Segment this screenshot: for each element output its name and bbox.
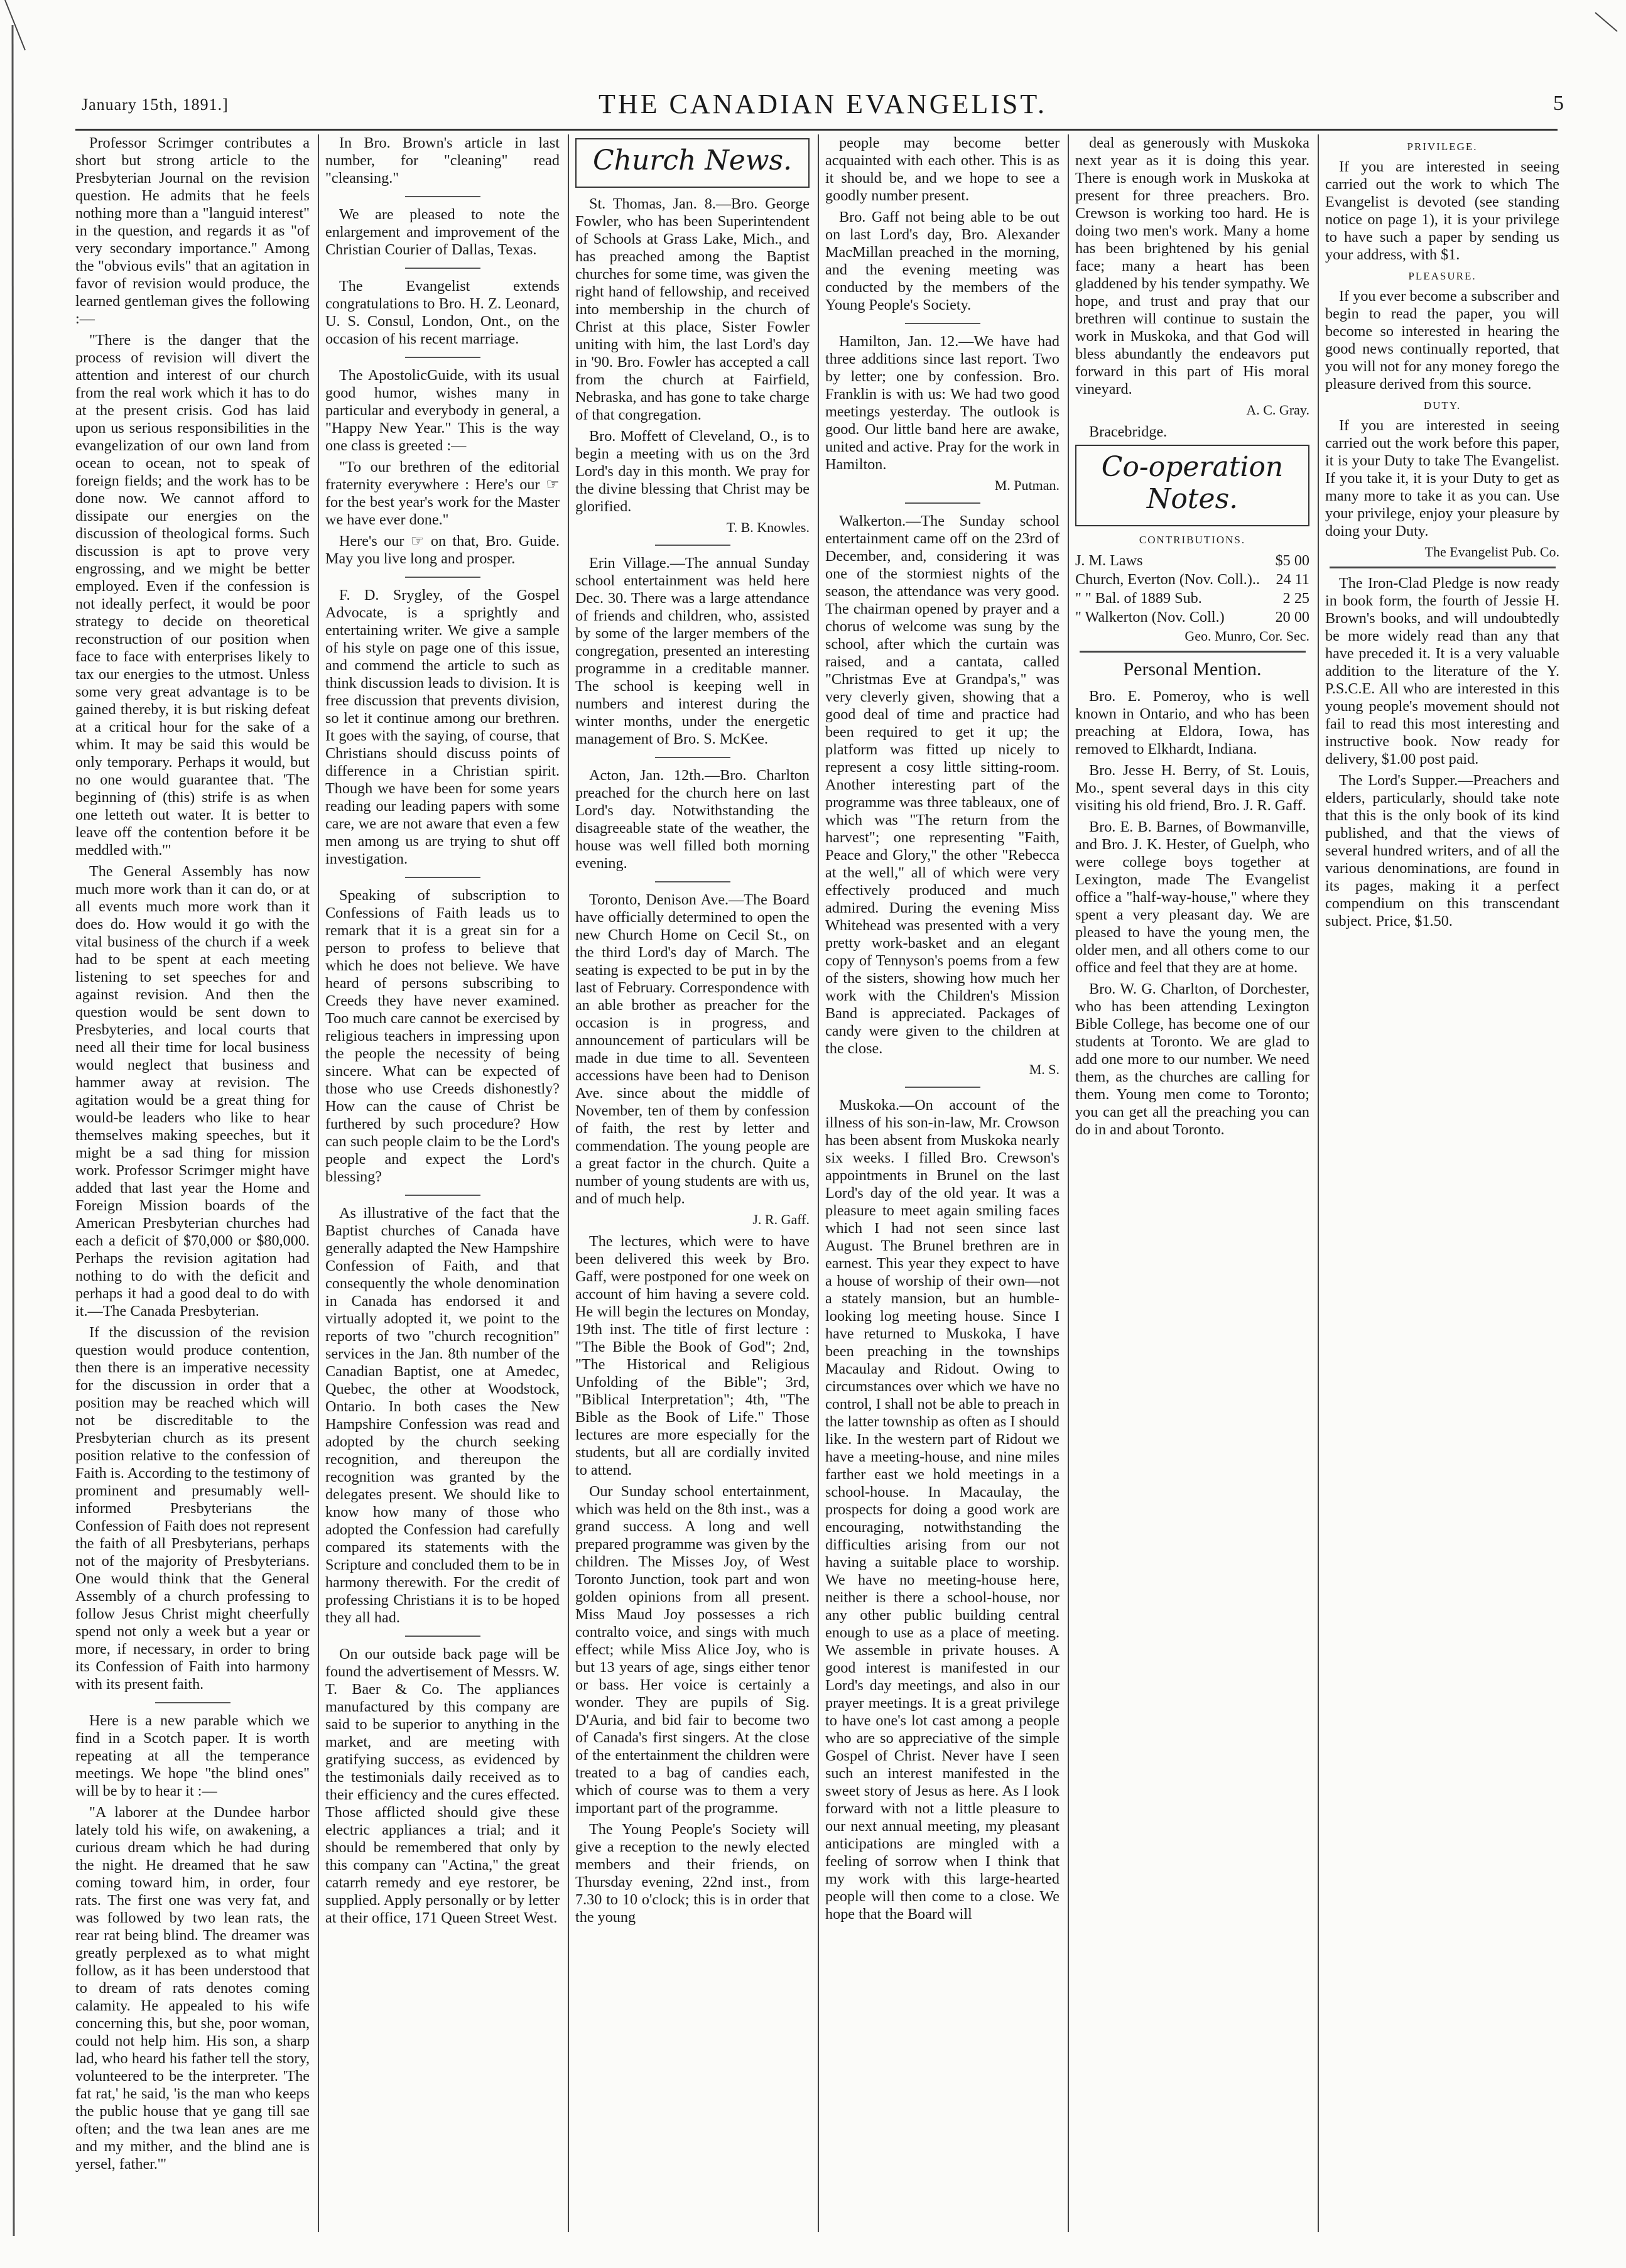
paragraph: Speaking of subscription to Confessions of Faith leads us to remark that it is a great sin for a person to profess to believe that which he does not believe. We have heard of persons subscribing to Creeds they have never examined. Too much care cannot be exercised by religious teachers in impressing upon the people the necessity of being sincere. What can be expected of those who use Creeds dishonestly? How can the cause of Christ be furthered by such procedure? How can such people claim to be the Lord's people and expect the Lord's blessing? [325, 887, 560, 1185]
masthead-rule [75, 129, 1558, 131]
contributor-name: Church, Everton (Nov. Coll.).. [1075, 571, 1260, 588]
paragraph: Erin Village.—The annual Sunday school entertainment was held here Dec. 30. There was a large attendance of friends and children, who, assisted by some of the larger members of the congregation, presented an interesting programme in a creditable manner. The school is keeping well in numbers and interest during the winter months, under the energetic management of Bro. S. McKee. [575, 555, 810, 747]
paragraph: Hamilton, Jan. 12.—We have had three additions since last report. Two by letter; one by confession. Bro. Franklin is with us: We had two good meetings yesterday. The outlook is good. Our little band here are awake, united and active. Pray for the work in Hamilton. [825, 333, 1060, 473]
contributions-label: CONTRIBUTIONS. [1139, 534, 1246, 546]
column-rule [568, 134, 569, 2232]
list-item [1075, 608, 1309, 627]
cooperation-notes-heading: Co-operation Notes. [1101, 451, 1284, 515]
divider [405, 196, 480, 197]
paragraph: As illustrative of the fact that the Baptist churches of Canada have generally adapted the New Hampshire Confession of Faith, and that consequently the whole denomination in Canada has endorsed it and virtually adopted it, we point to the reports of two "church recognition" services in the Jan. 8th number of the Canadian Baptist, one at Amedec, Quebec, the other at Woodstock, Ontario. In both cases the New Hampshire Confession was read and adopted by the church seeking recognition, and thereupon the recognition was granted by the delegates present. We should like to know how many of those who adopted the Confession had carefully compared its statements with the Scripture and concluded them to be in harmony therewith. For the credit of professing Christians it is to be hoped they all had. [325, 1205, 560, 1626]
section-heading-box [1075, 445, 1309, 526]
signature: M. S. [1029, 1061, 1060, 1077]
paragraph: Acton, Jan. 12th.—Bro. Charlton preached for the church here on last Lord's day. Notwithstanding the disagreeable state of the weather, the house was well filled both morning evening. [575, 767, 810, 872]
privilege-label: PRIVILEGE. [1407, 141, 1478, 153]
list-item [1075, 589, 1309, 608]
signature: M. Putman. [994, 477, 1060, 493]
church-news-heading: Church News. [592, 144, 793, 176]
signature: T. B. Knowles. [726, 519, 810, 535]
paragraph: Walkerton.—The Sunday school entertainment came off on the 23rd of December, and, considering it was one of the stormiest nights of the season, the attendance was very good. The chairman opened by prayer and a chorus of welcome was sung by the school, after which the curtain was raised, and a cantata, called "Christmas Eve at Grandpa's," was very cleverly given, showing that a good deal of time and practice had been required to get it up; the platform was fitted up nicely to represent a cosy little sitting-room. Another interesting part of the programme was three tableaux, one of which was "The return from the harvest"; one representing "Faith, Peace and Glory," the other "Rebecca at the well," all of which were very effectively produced and much admired. During the evening Miss Whitehead was presented with a very pretty work-basket and an elegant copy of Tennyson's poems from a few of the sisters, showing how much her work with the Children's Mission Band is appreciated. Packages of candy were given to the children at the close. [825, 513, 1060, 1057]
contributor-name: J. M. Laws [1075, 552, 1143, 569]
contributor-name: " " Bal. of 1889 Sub. [1075, 590, 1202, 607]
divider [1080, 651, 1306, 653]
paragraph: If the discussion of the revision question would produce contention, then there is an imperative necessity for the discussion in order that a position may be reached which will not be discreditable to the Presbyterian church as its present position relative to the confession of Faith is. According to the testimony of prominent and presumably well-informed Presbyterians the Confession of Faith does not represent the faith of all Presbyterians, perhaps not of the majority of Presbyterians. One would think that the General Assembly of a church professing to follow Jesus Christ might cheerfully spend not only a week but a year or more, if necessary, in order to bring its Confession of Faith into harmony with its present faith. [75, 1324, 310, 1693]
paragraph: If you are interested in seeing carried out the work to which The Evangelist is devoted (see standing notice on page 1), it is your privilege to have such a paper by sending us your address, with $1. [1325, 158, 1559, 263]
contribution-amount: $5 00 [1275, 552, 1309, 569]
paragraph: "A laborer at the Dundee harbor lately told his wife, on awakening, a curious dream which he had during the night. He dreamed that he saw coming toward him, in order, four rats. The first one was very fat, and was followed by two lean rats, the rear rat being blind. The dreamer was greatly perplexed as to what might follow, as it has been understood that to dream of rats denotes coming calamity. He appealed to his wife concerning this, but she, poor woman, could not help him. His son, a sharp lad, who heard his father tell the story, volunteered to be the interpreter. 'The fat rat,' he said, 'is the man who keeps the public house that ye gang till sae often; and the twa lean anes are me and my mither, and the blind ane is yersel, father.'" [75, 1804, 310, 2173]
column-rule [818, 134, 819, 2232]
signature: The Evangelist Pub. Co. [1424, 544, 1559, 560]
paragraph: The Evangelist extends congratulations to Bro. H. Z. Leonard, U. S. Consul, London, Ont., on the occasion of his recent marriage. [325, 278, 560, 347]
pleasure-label: PLEASURE. [1408, 270, 1477, 282]
paragraph: Muskoka.—On account of the illness of his son-in-law, Mr. Crowson has been absent from Muskoka nearly six weeks. I filled Bro. Crewson's appointments in Brunel on the last Lord's day of the old year. It was a pleasure to meet again smiling faces which I had not seen since last August. The Brunel brethren are in earnest. This year they expect to have a house of worship of their own—not a stately mansion, but an humble-looking log meeting house. Since I have returned to Muskoka, I have been preaching in the townships Macaulay and Ridout. Owing to circumstances over which we have no control, I shall not be able to preach in the latter township as often as I should like. In the western part of Ridout we have a meeting-house, and nine miles farther east we hold meetings in a school-house. In Macaulay, the prospects for doing a good work are encouraging, notwithstanding the difficulties arising from our not having a suitable place to worship. We have no meeting-house here, neither is there a school-house, nor any other public building central enough to use as a place of meeting. We assemble in private houses. A good interest is manifested in our Lord's day meetings, and also in our prayer meetings. It is a great privilege to have one's lot cast among a people who are so appreciative of the simple Gospel of Christ. Never have I seen such an interest manifested in the sweet story of Jesus as here. As I look forward with not a little pleasure to our next annual meeting, my pleasant anticipations are mingled with a feeling of sorrow when I think that my work with this large-hearted people will then come to a close. We hope that the Board will [825, 1097, 1060, 1923]
contribution-amount: 20 00 [1275, 609, 1309, 626]
divider [655, 881, 730, 882]
paragraph: The Iron-Clad Pledge is now ready in book form, the fourth of Jessie H. Brown's books, and will undoubtedly be more widely read than any that have preceded it. It is a very valuable addition to the literature of the Y. P.S.C.E. All who are interested in this young people's movement should not fail to read this most interesting and instructive book. Now ready for delivery, $1.00 post paid. [1325, 575, 1559, 768]
paragraph: people may become better acquainted with each other. This is as it should be, and we hope to see a goodly number present. [825, 134, 1060, 204]
paragraph: We are pleased to note the enlargement and improvement of the Christian Courier of Dallas, Texas. [325, 206, 560, 258]
contribution-amount: 24 11 [1276, 571, 1309, 588]
divider [405, 877, 480, 878]
section-heading-box [575, 138, 810, 188]
divider [905, 323, 980, 324]
divider [905, 502, 980, 504]
paragraph: "To our brethren of the editorial fraternity everywhere : Here's our ☞ for the best year's work for the Master we have ever done." [325, 458, 560, 528]
paragraph: The Young People's Society will give a reception to the newly elected members and their friends, on Thursday evening, 22nd inst., from 7.30 to 10 o'clock; this is in order that the young [575, 1821, 810, 1926]
column-1 [75, 134, 310, 2232]
divider [405, 1195, 480, 1196]
columns [75, 134, 1558, 2238]
paragraph: St. Thomas, Jan. 8.—Bro. George Fowler, who has been Superintendent of Schools at Grass Lake, Mich., and has preached among the Baptist churches for some time, was given the right hand of fellowship, and received into membership in the church of Christ at this place, Sister Fowler uniting with him, the last Lord's day in '90. Bro. Fowler has accepted a call from the church at Fairfield, Nebraska, and has gone to take charge of that congregation. [575, 195, 810, 423]
personal-mention-heading: Personal Mention. [1123, 659, 1262, 680]
masthead [82, 88, 1564, 123]
paragraph: Professor Scrimger contributes a short but strong article to the Presbyterian Journal on the revision question. He admits that he feels nothing more than a "languid interest" in the question, and regards it as "of very secondary importance." Among the "obvious evils" that an agitation in favor of revision would produce, the learned gentleman gives the following :— [75, 134, 310, 327]
paragraph: Toronto, Denison Ave.—The Board have officially determined to open the new Church Home on Cecil St., on the third Lord's day of March. The seating is expected to be put in by the last of February. Correspondence with an able brother as preacher for the occasion is in progress, and announcement of particulars will be made in due time to all. Seventeen accessions have been had to Denison Ave. since about the middle of November, ten of them by confession of faith, the rest by letter and commendation. The young people are a great factor in the church. Quite a number of young students are with us, and of much help. [575, 891, 810, 1207]
column-rule [1318, 134, 1319, 2232]
paragraph: The ApostolicGuide, with its usual good humor, wishes many in particular and everybody in general, a "Happy New Year." This is the way one class is greeted :— [325, 367, 560, 454]
issue-date: January 15th, 1891.] [82, 95, 229, 114]
signature: A. C. Gray. [1246, 402, 1309, 418]
contributions-list [1075, 551, 1309, 627]
divider [405, 357, 480, 358]
paragraph: Bro. Jesse H. Berry, of St. Louis, Mo., spent several days in this city visiting his old friend, Bro. J. R. Gaff. [1075, 762, 1309, 814]
column-3 [575, 134, 810, 2232]
divider [155, 1702, 230, 1703]
paragraph: In Bro. Brown's article in last number, for "cleaning" read "cleansing." [325, 134, 560, 187]
paragraph: Bro. Gaff not being able to be out on last Lord's day, Bro. Alexander MacMillan preached in the morning, and the evening meeting was conducted by the members of the Young People's Society. [825, 209, 1060, 313]
column-5 [1075, 134, 1309, 2232]
column-6 [1325, 134, 1559, 2232]
signature: Geo. Munro, Cor. Sec. [1184, 628, 1309, 644]
divider [655, 545, 730, 546]
paragraph: If you ever become a subscriber and begin to read the paper, you will become so interested in hearing the good news continually reported, that you will not for any money forego the pleasure derived from this source. [1325, 288, 1559, 393]
contributor-name: " Walkerton (Nov. Coll.) [1075, 609, 1225, 626]
paragraph: deal as generously with Muskoka next year as it is doing this year. There is enough work in Muskoka at present for three preachers. Bro. Crewson is working too hard. He is doing two men's work. Many a home has been brightened by his genial face; many a heart has been gladdened by his tender sympathy. We hope, and trust and pray that our brethren will continue to sustain the work in Muskoka, and that God will bless abundantly the endeavors put forward in this part of His moral vineyard. [1075, 134, 1309, 398]
duty-label: DUTY. [1423, 399, 1461, 411]
paragraph: The General Assembly has now much more work than it can do, or at all events much more work than it does do. How would it go with the vital business of the church if a week had to be spent at each meeting listening to set speeches for and against revision. And then the question would be sent down to Presbyteries, and local courts that need all their time for local business would neglect that business and hammer away at revision. The agitation would be a great thing for would-be leaders who like to hear themselves making speeches, but it might be a sad thing for mission work. Professor Scrimger might have added that last year the Home and Foreign Mission boards of the American Presbyterian churches had each a deficit of $70,000 or $80,000. Perhaps the revision agitation had nothing to do with the deficit and perhaps it had a good deal to do with it.—The Canada Presbyterian. [75, 863, 310, 1320]
column-rule [1068, 134, 1069, 2232]
divider [405, 268, 480, 269]
newspaper-title: THE CANADIAN EVANGELIST. [599, 89, 1047, 119]
list-item [1075, 570, 1309, 589]
paragraph: Here's our ☞ on that, Bro. Guide. May you live long and prosper. [325, 533, 560, 567]
divider [655, 757, 730, 758]
paragraph: Bro. Moffett of Cleveland, O., is to begin a meeting with us on the 3rd Lord's day in this month. We pray for the divine blessing that Christ may be glorified. [575, 428, 810, 515]
paragraph: The lectures, which were to have been delivered this week by Bro. Gaff, were postponed for one week on account of him having a severe cold. He will begin the lectures on Monday, 19th inst. The title of first lecture : "The Bible the Book of God"; 2nd, "The Historical and Religious Unfolding of the Bible"; 3rd, "Biblical Interpretation"; 4th, "The Bible as the Book of Life." Those lectures are more especially for the students, but all are cordially invited to attend. [575, 1233, 810, 1479]
dateline: Bracebridge. [1089, 423, 1168, 440]
divider [405, 577, 480, 578]
divider [1330, 567, 1556, 568]
signature: J. R. Gaff. [752, 1212, 810, 1227]
paragraph: "There is the danger that the process of revision will divert the attention and interest of our church from the real work which it has to do at the present crisis. God has laid upon us serious responsibilities in the evangelization of our own land from ocean to ocean, not to speak of foreign fields; and the work has to be done now. We cannot afford to dissipate our energies on the discussion of theological forms. Such discussion is apt to prove very engrossing, and we might be better employed. Even if the confession is not ideally perfect, it would be poor strategy to decide on theoretical reconstruction of our position when face to face with enterprises likely to tax our energies to the utmost. Unless some very great advantage is to be gained thereby, it is but risking defeat at a critical hour for the sake of a whim. It may be said this would be only temporary. Perhaps it would, but no one would guarantee that. 'The beginning of (this) strife is as when one letteth out water. It is better to leave off the contention before it be meddled with.'" [75, 332, 310, 859]
list-item [1075, 551, 1309, 570]
paragraph: On our outside back page will be found the advertisement of Messrs. W. T. Baer & Co. The appliances manufactured by this company are said to be superior to anything in the market, and are meeting with gratifying success, as evidenced by the testimonials daily received as to their efficiency and the cures effected. Those afflicted should give these electric appliances a trial; and it should be remembered that only by this company can "Actina," the great catarrh remedy and eye restorer, be supplied. Apply personally or by letter at their office, 171 Queen Street West. [325, 1646, 560, 1926]
contribution-amount: 2 25 [1282, 590, 1309, 607]
paragraph: If you are interested in seeing carried out the work before this paper, it is your Duty to take The Evangelist. If you take it, it is your Duty to get as many more to take it as you can. Use your privilege, enjoy your pleasure by doing your Duty. [1325, 417, 1559, 540]
paragraph: Bro. E. B. Barnes, of Bowmanville, and Bro. J. K. Hester, of Guelph, who were college boys together at Lexington, made The Evangelist office a "half-way-house," where they spent a very pleasant day. We are pleased to have the young men, the older men, and all others come to our office and feel that they are at home. [1075, 818, 1309, 976]
paragraph: The Lord's Supper.—Preachers and elders, particularly, should take note that this is the only book of its kind published, and that the views of several hundred writers, and of all the various denominations, are found in its pages, making it a perfect compendium on this transcendant subject. Price, $1.50. [1325, 772, 1559, 930]
column-2 [325, 134, 560, 2232]
paragraph: Bro. E. Pomeroy, who is well known in Ontario, and who has been preaching at Eldora, Iowa, has removed to Elkhardt, Indiana. [1075, 688, 1309, 757]
paragraph: F. D. Srygley, of the Gospel Advocate, is a sprightly and entertaining writer. We give a sample of his style on page one of this issue, and commend the article to such as think discussion leads to division. It is free discussion that prevents division, so let it continue among our brethren. It goes with the saying, of course, that Christians should discuss points of difference in a Christian spirit. Though we have been for some years reading our leading papers with some care, we are not aware that even a few men among us are trying to shut off investigation. [325, 587, 560, 867]
divider [905, 1087, 980, 1088]
column-rule [318, 134, 319, 2232]
paragraph: Our Sunday school entertainment, which was held on the 8th inst., was a grand success. A long and well prepared programme was given by the children. The Misses Joy, of West Toronto Junction, took part and won golden opinions from all present. Miss Maud Joy possesses a rich contralto voice, and sings with much effect; while Miss Alice Joy, who is but 13 years of age, sings either tenor or bass. Her voice is certainly a wonder. They are pupils of Sig. D'Auria, and bid fair to become two of Canada's first singers. At the close of the entertainment the children were treated to a bag of candies each, which of course was to them a very important part of the programme. [575, 1483, 810, 1816]
paragraph: Here is a new parable which we find in a Scotch paper. It is worth repeating at all the temperance meetings. We hope "the blind ones" will be by to hear it :— [75, 1712, 310, 1799]
divider [405, 1636, 480, 1637]
paragraph: Bro. W. G. Charlton, of Dorchester, who has been attending Lexington Bible College, has become one of our students at Toronto. We are glad to add one more to our number. We need them, as the churches are calling for them. Young men come to Toronto; you can get all the preaching you can do in and about Toronto. [1075, 980, 1309, 1138]
column-4 [825, 134, 1060, 2232]
page-number: 5 [1553, 92, 1564, 115]
